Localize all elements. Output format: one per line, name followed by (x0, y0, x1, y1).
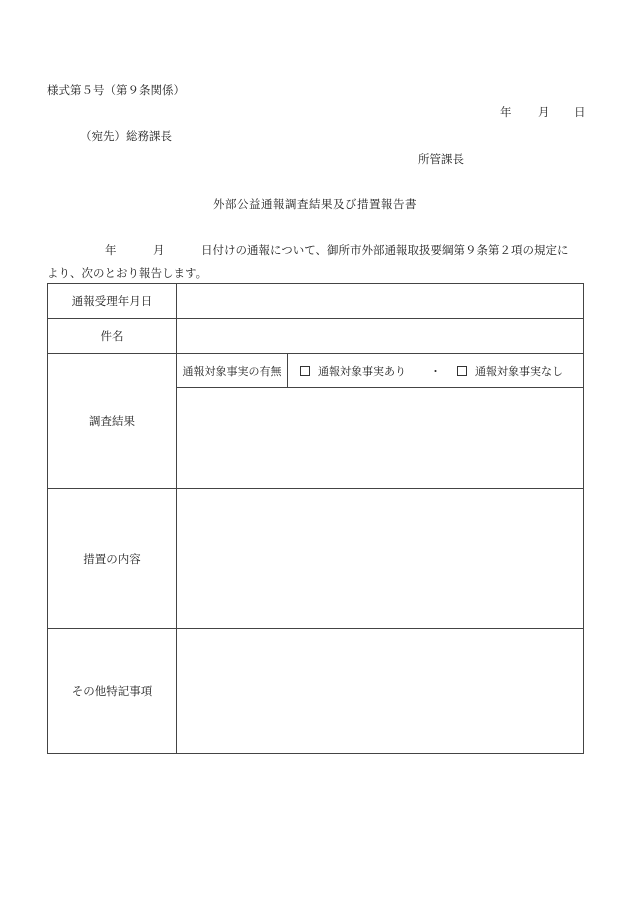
date-day: 日 (574, 105, 586, 119)
fact-presence-row (177, 354, 583, 388)
fact-presence-options (288, 354, 583, 387)
option-separator: ・ (430, 364, 441, 378)
option-fact-no: 通報対象事実なし (475, 364, 563, 378)
sender: 所管課長 (418, 152, 464, 166)
investigation-cell (177, 354, 584, 489)
checkbox-fact-yes[interactable] (300, 366, 310, 376)
intro-line-1 (47, 242, 569, 258)
intro-month: 月 (153, 243, 165, 257)
measures-field[interactable] (177, 489, 584, 629)
intro-line-2: より、次のとおり報告します。 (47, 266, 208, 280)
investigation-label: 調査結果 (48, 354, 177, 489)
intro-year: 年 (105, 243, 117, 257)
row-subject (48, 319, 584, 354)
subject-field[interactable] (177, 319, 584, 354)
document-title: 外部公益通報調査結果及び措置報告書 (213, 197, 417, 211)
date-line (500, 104, 586, 120)
other-notes-label: その他特記事項 (48, 629, 177, 754)
investigation-detail-field[interactable] (177, 388, 583, 488)
row-received-date (48, 284, 584, 319)
report-table (47, 283, 584, 754)
date-year: 年 (500, 105, 512, 119)
other-notes-field[interactable] (177, 629, 584, 754)
received-date-label: 通報受理年月日 (48, 284, 177, 319)
addressee: （宛先）総務課長 (80, 129, 172, 143)
option-fact-yes: 通報対象事実あり (318, 364, 406, 378)
measures-label: 措置の内容 (48, 489, 177, 629)
date-month: 月 (538, 105, 550, 119)
fact-presence-label: 通報対象事実の有無 (177, 354, 288, 387)
checkbox-fact-no[interactable] (457, 366, 467, 376)
subject-label: 件名 (48, 319, 177, 354)
received-date-field[interactable] (177, 284, 584, 319)
form-number: 様式第５号（第９条関係） (47, 83, 185, 97)
intro-line1-rest: 日付けの通報について、御所市外部通報取扱要綱第９条第２項の規定に (201, 243, 569, 257)
row-investigation (48, 354, 584, 489)
row-measures (48, 489, 584, 629)
row-other (48, 629, 584, 754)
